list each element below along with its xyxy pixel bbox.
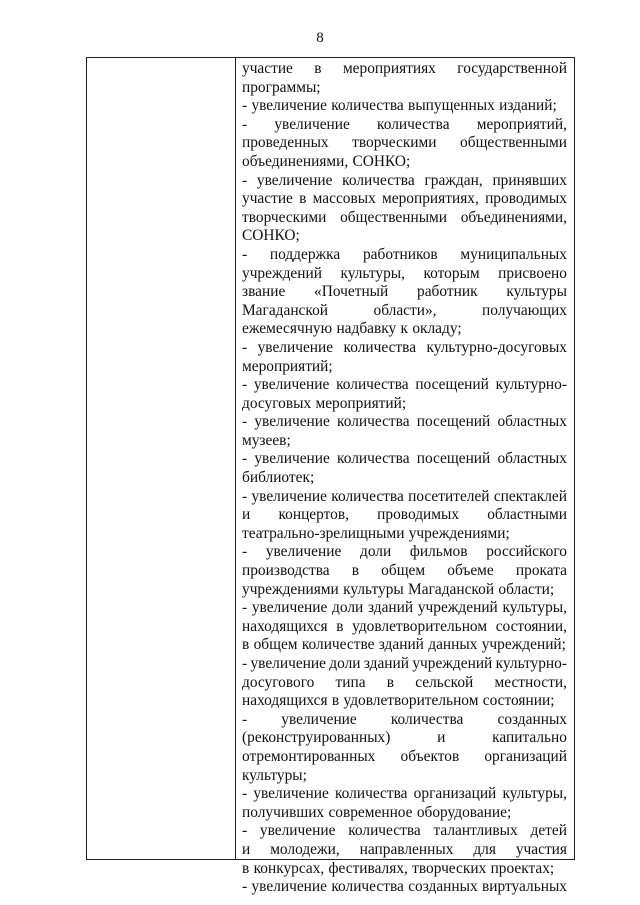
text-line: находящихся в удовлетворительном состоянии; [242,692,555,710]
text-line: СОНКО; [242,227,300,245]
text-line: учреждений культуры, которым присвоено [242,264,567,282]
text-line: - увеличение количества организаций культуры, [242,785,567,803]
text-line: программы; [242,78,321,96]
page-number: 8 [316,30,324,46]
text-line: культуры; [242,766,307,784]
text-line: в общем количестве зданий данных учреждений; [242,636,566,654]
text-line: - увеличение доли зданий учреждений культуры, [242,599,567,617]
text-line: - увеличение доли фильмов российского [242,543,567,561]
text-line: мероприятий; [242,357,333,375]
text-line: - увеличение количества мероприятий, [242,115,567,133]
text-line: досугового типа в сельской местности, [242,673,567,691]
text-line: учреждениями культуры Магаданской области; [242,580,555,598]
text-line: звание «Почетный работник культуры [242,283,567,301]
text-line: музеев; [242,431,291,449]
text-line: в конкурсах, фестивалях, творческих проектах; [242,859,555,877]
text-line: - увеличение количества созданных [242,710,567,728]
text-line: получивших современное оборудование; [242,803,512,821]
text-line: Магаданской области», получающих [242,301,567,319]
text-line: объединениями, СОНКО; [242,152,411,170]
text-line: досуговых мероприятий; [242,394,407,412]
column-divider [235,58,236,859]
text-line: библиотек; [242,469,315,487]
text-line: (реконструированных) и капитально [242,729,567,747]
text-line: - увеличение количества созданных виртуальных [242,878,567,896]
text-line: - увеличение количества посетителей спектаклей [242,487,567,505]
results-text-cell [242,60,567,897]
document-table [86,57,575,896]
text-line: участие в массовых мероприятиях, проводимых [242,190,567,208]
text-line: и концертов, проводимых областными [242,506,567,524]
text-line: - поддержка работников муниципальных [242,245,567,263]
text-line: - увеличение доли зданий учреждений культурно- [242,655,567,672]
text-line: - увеличение количества посещений культурно- [242,376,567,394]
text-line: - увеличение количества посещений областных [242,450,567,468]
text-line: производства в общем объеме проката [242,562,567,580]
text-line: творческими общественными объединениями, [242,208,567,226]
text-line: и молодежи, направленных для участия [242,840,567,858]
text-line: - увеличение количества граждан, принявших [242,171,567,189]
text-line: - увеличение количества культурно-досуговых [242,338,567,356]
text-line: - увеличение количества посещений областных [242,413,567,431]
text-line: проведенных творческими общественными [242,134,567,152]
text-line: ежемесячную надбавку к окладу; [242,320,462,338]
text-line: участие в мероприятиях государственной [242,60,567,77]
text-line: - увеличение количества выпущенных изданий; [242,97,557,115]
text-line: театрально-зрелищными учреждениями; [242,524,510,542]
text-line: отремонтированных объектов организаций [242,747,567,765]
text-line: находящихся в удовлетворительном состоянии, [242,617,567,635]
text-line: - увеличение количества талантливых детей [242,822,567,840]
